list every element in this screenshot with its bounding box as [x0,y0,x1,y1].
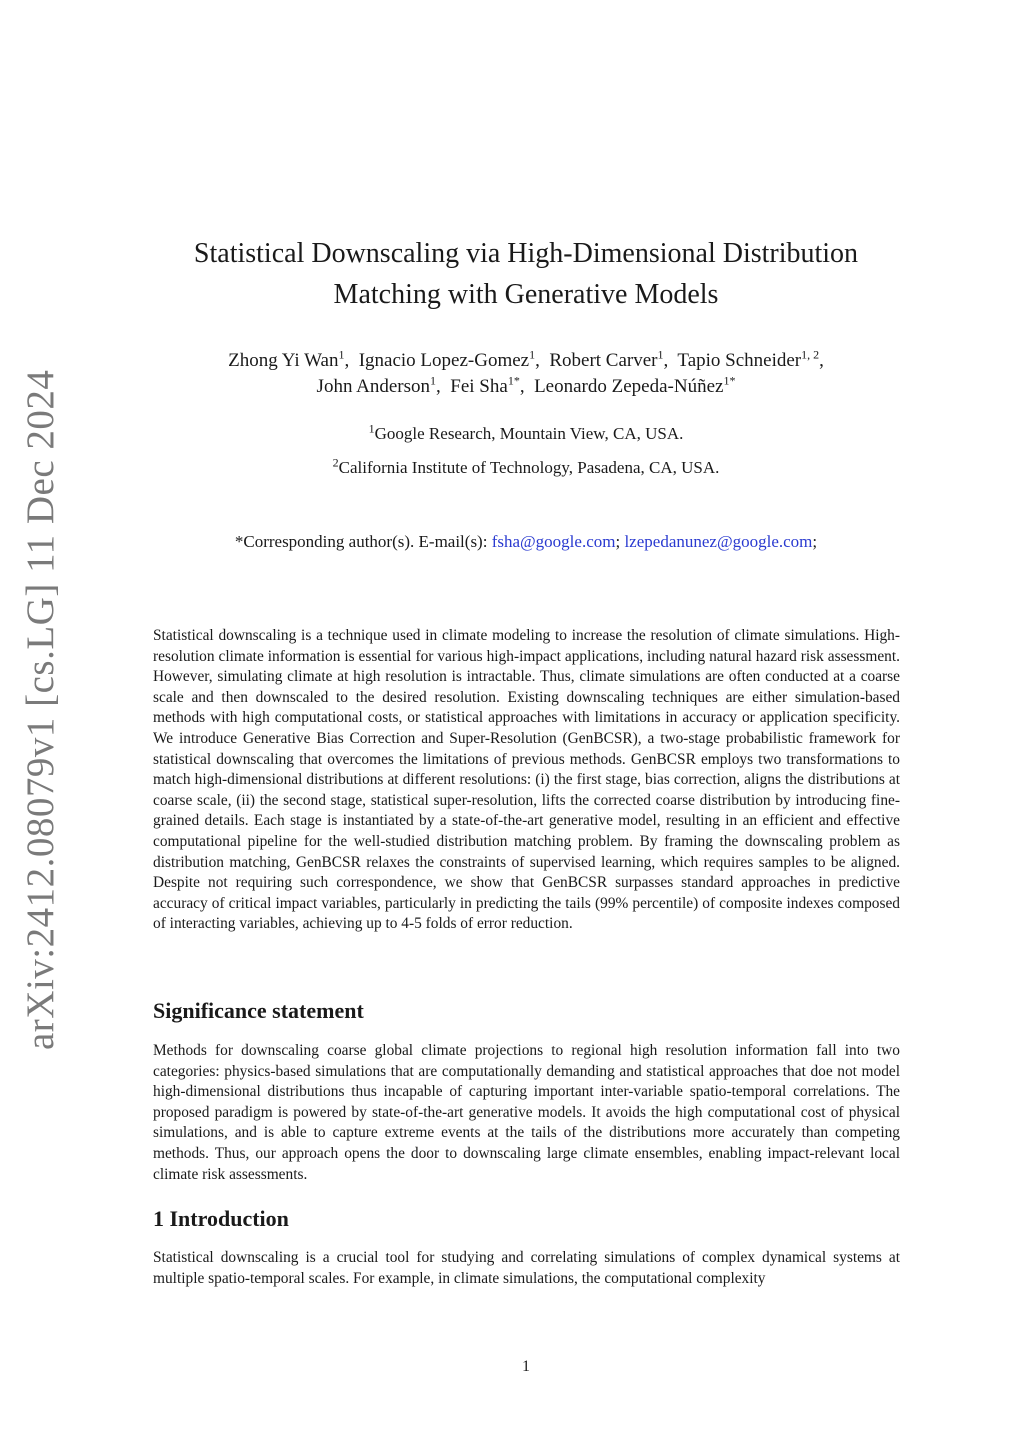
corresponding-prefix: *Corresponding author(s). E-mail(s): [234,532,492,551]
page-number: 1 [522,1358,530,1375]
author-name: Robert Carver [549,350,658,371]
introduction-text: Statistical downscaling is a crucial tool for studying and correlating simulations of complex dynamical systems at multiple spatio-temporal scales. For example, in climate simulations, the computational complexity [153,1249,900,1287]
author-affiliation-mark: 1, 2 [801,347,820,362]
author-affiliation-mark: 1 [430,373,437,388]
title-line-2: Matching with Generative Models [333,279,719,310]
author-name: Ignacio Lopez-Gomez [358,350,530,371]
author-affiliation-mark: 1 [657,347,664,362]
author-affiliation-mark: 1 [338,347,345,362]
author-list [120,348,932,400]
affiliation-mark: 1 [368,421,375,436]
author-name: John Anderson [316,376,431,397]
title-line-1: Statistical Downscaling via High-Dimensional Distribution [193,238,859,269]
affiliation-text: Google Research, Mountain View, CA, USA. [374,424,684,443]
email-link-lzepedanunez[interactable]: lzepedanunez@google.com [624,532,813,551]
author-name: Zhong Yi Wan [228,350,339,371]
significance-text: Methods for downscaling coarse global climate projections to regional high resolution information fall into two categories: physics-based simulations that are computationally demanding and statistical approaches that doe not model high-dimensional distributions thus incapable of capturing important inter-variable spatio-temporal correlations. The proposed paradigm is powered by state-of-the-art generative models. It avoids the high computational cost of physical simulations, and is able to capture extreme events at the tails of the distributions more accurately than competing methods. Thus, our approach opens the door to downscaling large climate ensembles, enabling impact-relevant local climate risk assessments. [153,1042,900,1183]
author-name: Fei Sha [450,376,508,397]
email-link-fsha[interactable]: fsha@google.com [491,532,616,551]
corresponding-authors [120,532,932,552]
introduction-heading: 1 Introduction [153,1206,289,1231]
author-name: Tapio Schneider [677,350,802,371]
corresponding-suffix: ; [812,532,818,551]
author-line-1: Zhong Yi Wan$^1$, Ignacio Lopez-Gomez$^1$, Robert Carver$^1$, Tapio Schneider$^{1, 2}$, [228,347,824,371]
affiliation-mark: 2 [332,455,339,470]
paper-title [120,233,932,315]
affiliation-2 [120,455,932,478]
author-affiliation-mark: 1* [507,373,520,388]
significance-heading: Significance statement [153,998,364,1023]
author-affiliation-mark: 1* [723,373,736,388]
author-line-2: John Anderson$^1$, Fei Sha$^{1*}$, Leonardo Zepeda-Núñez$^{1*}$ [316,373,736,397]
author-name: Leonardo Zepeda-Núñez [534,376,724,397]
arxiv-watermark: arXiv:2412.08079v1 [cs.LG] 11 Dec 2024 [19,369,62,1050]
email-separator: ; [615,532,625,551]
affiliation-text: California Institute of Technology, Pasadena, CA, USA. [338,458,720,477]
affiliation-1 [120,421,932,444]
author-affiliation-mark: 1 [529,347,536,362]
abstract: Statistical downscaling is a technique used in climate modeling to increase the resolution of climate simulations. High-resolution climate information is essential for various high-impact applications, including natural hazard risk assessment. However, simulating climate at high resolution is intractable. Thus, climate simulations are often conducted at a coarse scale and then downscaled to the desired resolution. Existing downscaling techniques are either simulation-based methods with high computational costs, or statistical approaches with limitations in accuracy or application specificity. We introduce Generative Bias Correction and Super-Resolution (GenBCSR), a two-stage probabilistic framework for statistical downscaling that overcomes the limitations of previous methods. GenBCSR employs two transformations to match high-dimensional distributions at different resolutions: (i) the first stage, bias correction, aligns the distributions at coarse scale, (ii) the second stage, statistical super-resolution, lifts the corrected coarse distribution by introducing fine-grained details. Each stage is instantiated by a state-of-the-art generative model, resulting in an efficient and effective computational pipeline for the well-studied distribution matching problem. By framing the downscaling problem as distribution matching, GenBCSR relaxes the constraints of supervised learning, which requires samples to be aligned. Despite not requiring such correspondence, we show that GenBCSR surpasses standard approaches in predictive accuracy of critical impact variables, particularly in predicting the tails (99% percentile) of composite indexes composed of interacting variables, achieving up to 4-5 folds of error reduction. [153,627,900,933]
